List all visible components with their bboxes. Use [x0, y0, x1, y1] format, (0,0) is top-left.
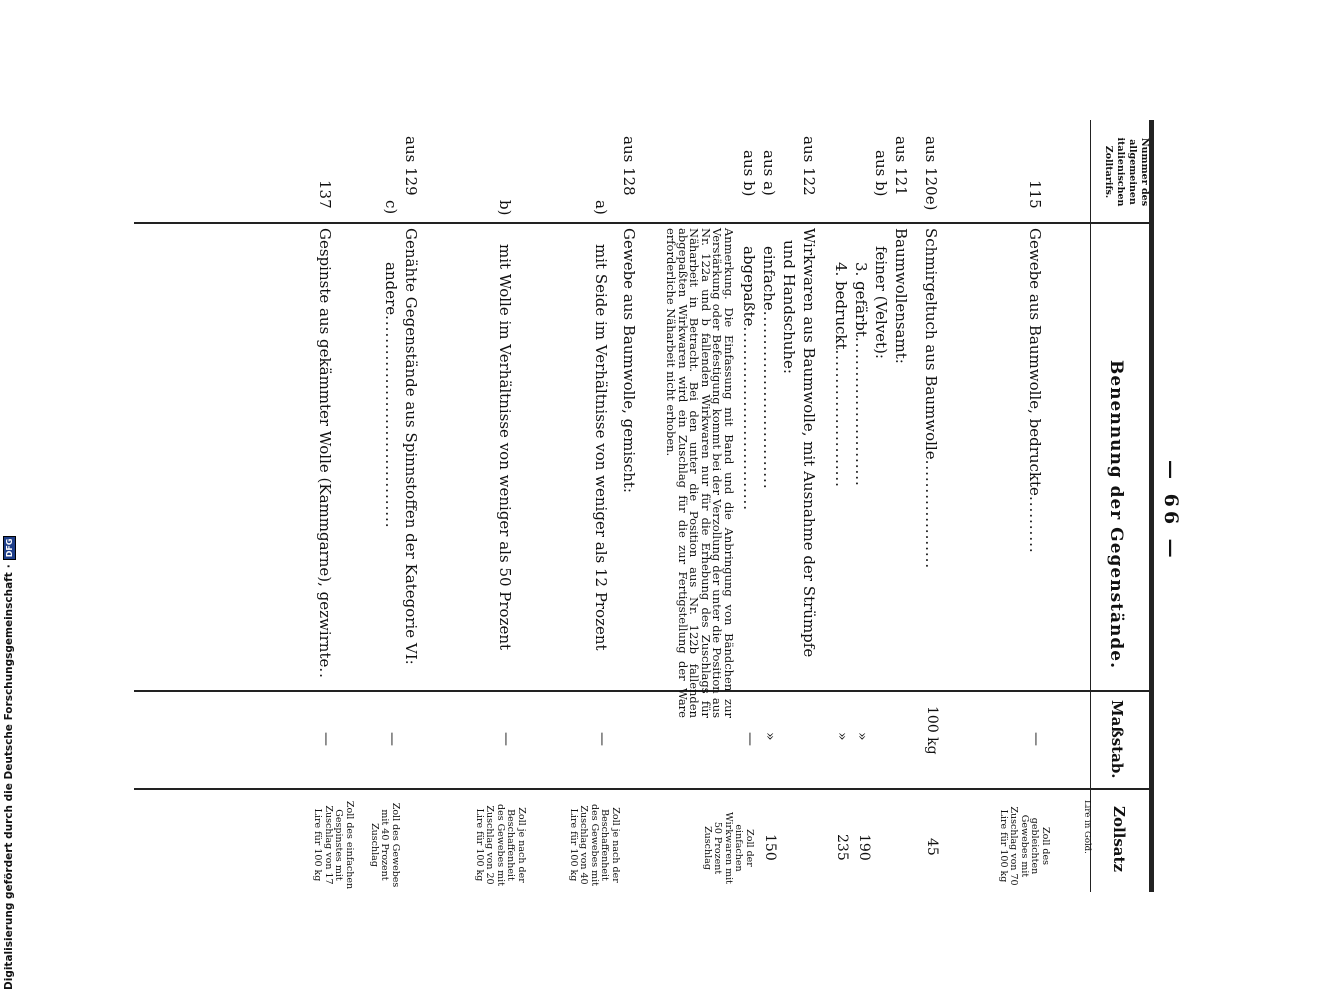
row-122a-description: einfache...............................	[760, 246, 778, 490]
row-128a-duty: Zoll je nach der Beschaffenheit des Gewebes mit Zuschlag von 40 Lire für 100 kg	[568, 803, 621, 887]
row-128b-unit: —	[498, 732, 514, 746]
footer-separator: ·	[3, 564, 15, 569]
row-122-number: aus 122	[800, 136, 818, 196]
annotation-note: Anmerkung. Die Einfassung mit Band und die Anbringung von Bändchen zur Verstärkung oder Befestigung kommt bei der Verzollung der unter die Position aus Nr. 122a und b fallenden Wirkwaren nur für die Erhebung des Zuschlags für Näharbeit in Betracht. Bei den unter die Position aus Nr. 122b fallenden abgepaßten Wirkwaren wird ein Zuschlag für die zur Fertigstellung der Ware erforderliche Näharbeit nicht erhoben.	[664, 228, 736, 718]
row-121b3-description: 3. gefärbt..........................	[852, 262, 870, 487]
page-number: — 66 —	[1160, 460, 1182, 562]
row-128a-unit: —	[594, 732, 610, 746]
rotated-tariff-page	[110, 120, 1190, 900]
row-115-duty: Zoll des gebleichten Gewebes mit Zuschlag von 70 Lire für 100 kg	[998, 806, 1051, 886]
header-duty-column: Zollsatz	[1110, 806, 1128, 872]
row-122b-description: abgepaßte................................	[740, 246, 758, 512]
row-129c-description: andere.....................................	[382, 262, 400, 529]
row-115-description: Gewebe aus Baumwolle, bedruckte..........	[1026, 228, 1044, 554]
column-divider-2	[134, 690, 1154, 692]
row-122a-number: aus a)	[760, 150, 778, 196]
row-128b-number: b)	[496, 200, 514, 216]
row-121-description: Baumwollensamt:	[892, 228, 910, 364]
row-137-number: 137	[316, 180, 334, 209]
digitization-footer	[0, 0, 18, 1000]
footer-text: Digitalisierung gefördert durch die Deutsche Forschungsgemeinschaft	[3, 572, 15, 990]
row-122b-unit: —	[742, 732, 758, 746]
header-description-column: Benennung der Gegenstände.	[1106, 360, 1126, 669]
row-129c-number: c)	[382, 200, 400, 215]
column-divider-1	[134, 222, 1154, 224]
row-129c-duty: Zoll des Gewebes mit 40 Prozent Zuschlag	[369, 802, 401, 888]
row-137-duty: Zoll des einfachen Gespinstes mit Zuschlag von 17 Lire für 100 kg	[312, 800, 355, 890]
row-122-description: Wirkwaren aus Baumwolle, mit Ausnahme der Strümpfe	[800, 228, 818, 658]
column-divider-3	[134, 788, 1154, 790]
row-129-description: Genähte Gegenstände aus Spinnstoffen der Kategorie VI:	[402, 228, 420, 665]
row-128a-description: mit Seide im Verhältnisse von weniger als 12 Prozent	[592, 244, 610, 651]
row-122b-number: aus b)	[740, 150, 758, 197]
dfg-logo: DFG	[3, 536, 16, 561]
row-120e-description: Schmirgeltuch aus Baumwolle...................	[922, 228, 940, 570]
row-129c-unit: —	[384, 732, 400, 746]
row-120e-unit: 100 kg	[924, 706, 940, 755]
table-top-rule	[1149, 120, 1154, 892]
row-121b-description: feiner (Velvet):	[872, 246, 890, 359]
row-121b-number: aus b)	[872, 150, 890, 197]
row-128b-duty: Zoll je nach der Beschaffenheit des Gewebes mit Zuschlag von 20 Lire für 100 kg	[474, 803, 527, 887]
row-115-unit: —	[1028, 732, 1044, 746]
row-122a-unit: »	[762, 732, 778, 741]
header-rule	[1090, 120, 1091, 892]
header-currency: Lire in Gold.	[1082, 800, 1092, 854]
header-number-column: Nummer des allgemeinen italienischen Zolltarifs.	[1103, 137, 1150, 207]
row-122b-duty: Zoll der einfachen Wirkwaren mit 50 Prozent Zuschlag	[702, 812, 755, 884]
row-121b3-duty: 190	[856, 834, 872, 861]
row-137-unit: —	[318, 732, 334, 746]
row-128b-description: mit Wolle im Verhältnisse von weniger als 50 Prozent	[496, 244, 514, 651]
row-128-description: Gewebe aus Baumwolle, gemischt:	[620, 228, 638, 493]
row-115-number: 115	[1026, 180, 1044, 209]
row-120e-duty: 45	[924, 838, 940, 856]
row-121b4-duty: 235	[834, 834, 850, 861]
row-128-number: aus 128	[620, 136, 638, 196]
row-121b4-description: 4. bedruckt........................	[832, 262, 850, 488]
row-121-number: aus 121	[892, 136, 910, 196]
row-122a-duty: 150	[762, 834, 778, 861]
row-137-description: Gespinste aus gekämmter Wolle (Kammgarne), gezwirnte..	[316, 228, 334, 679]
header-unit-column: Maßstab.	[1108, 700, 1126, 779]
row-128a-number: a)	[592, 200, 610, 215]
row-120e-number: aus 120e)	[922, 136, 940, 211]
row-129-number: aus 129	[402, 136, 420, 196]
row-121b3-unit: »	[854, 732, 870, 741]
row-122-description-cont: und Handschuhe:	[780, 240, 798, 374]
row-121b4-unit: »	[834, 732, 850, 741]
